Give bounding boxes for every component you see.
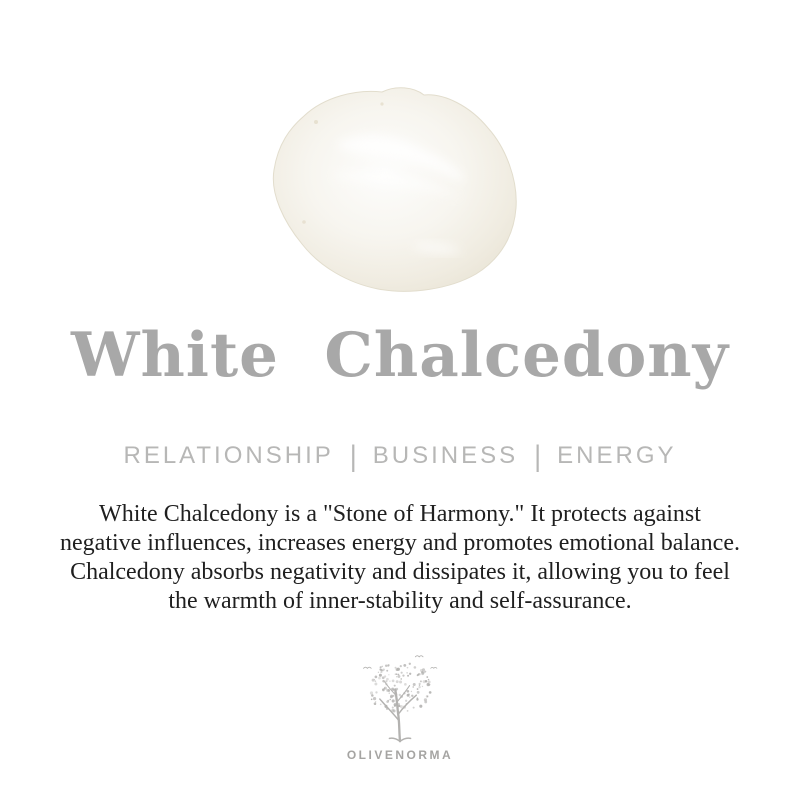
brand-block bbox=[0, 652, 800, 762]
olive-tree-logo-icon bbox=[352, 652, 448, 748]
page-title: White Chalcedony bbox=[70, 320, 730, 391]
description-line: the warmth of inner-stability and self-assurance. bbox=[168, 588, 632, 614]
tag-separator: | bbox=[534, 439, 542, 473]
product-description bbox=[2, 500, 798, 616]
tag-row bbox=[0, 440, 800, 472]
tag-business: BUSINESS bbox=[372, 442, 519, 469]
description-line: negative influences, increases energy and promotes emotional balance. bbox=[60, 530, 740, 556]
tag-energy: ENERGY bbox=[557, 442, 677, 469]
description-line: White Chalcedony is a "Stone of Harmony." It protects against bbox=[99, 501, 701, 527]
tag-relationship: RELATIONSHIP bbox=[123, 442, 334, 469]
description-line: Chalcedony absorbs negativity and dissipates it, allowing you to feel bbox=[70, 559, 730, 585]
tag-separator: | bbox=[349, 439, 357, 473]
stone-outline bbox=[273, 88, 516, 292]
brand-name: OLIVENORMA bbox=[346, 748, 454, 762]
white-chalcedony-stone-photo bbox=[264, 82, 522, 294]
